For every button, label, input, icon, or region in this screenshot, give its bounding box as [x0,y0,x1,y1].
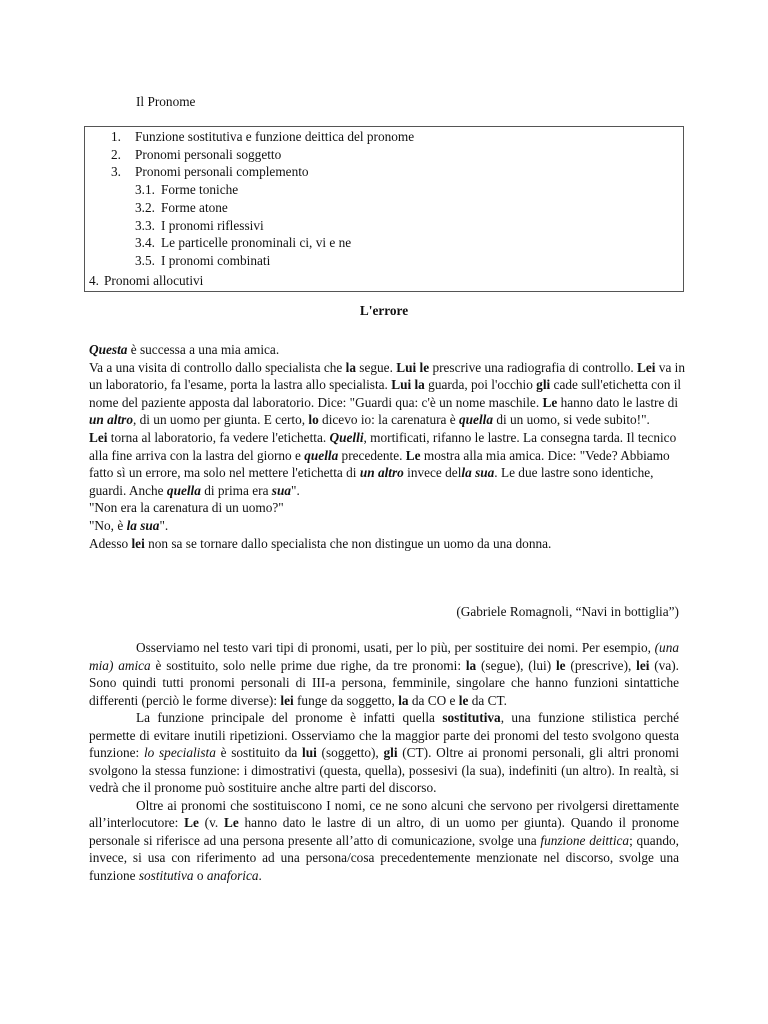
bold-pronoun: sostitutiva [442,710,501,725]
bold-pronoun: la [465,657,477,673]
italic-phrase: funzione deittica [540,832,630,848]
toc-item-number: 1. [111,129,121,144]
bold-pronoun: Lei [637,359,656,375]
toc-item-label: Pronomi allocutivi [104,273,204,288]
toc-item [135,217,264,235]
bold-italic-pronoun: un altro [89,412,133,428]
bold-pronoun: Le [405,447,421,463]
italic-phrase: anaforica [206,867,259,883]
text-run: , una funzione stilistica perché permette di evitare inutili ripetizioni. Osserviamo che la maggior parte dei pronomi del testo svolgono questa funzione: [89,710,679,760]
toc-item-label: Le particelle pronominali ci, vi e ne [161,235,352,250]
bold-pronoun: le [458,692,469,708]
toc-item-label: Pronomi personali soggetto [135,147,282,162]
text-run: (va). Sono quindi tutti pronomi personali di III-a persona, femminile, singolare che hanno funzioni sintattiche differenti (perciò le forme diverse): [89,657,679,708]
toc-item-number: 3. [111,164,121,179]
text-run: . [258,867,262,883]
text-run: , mortificati, rifanno le lastre. La consegna tarda. Il tecnico alla fine arriva con la lastra del giorno e [89,429,677,463]
italic-phrase: sostitutiva [138,867,194,883]
toc-item-label: Forme atone [161,200,228,215]
text-run: di prima era [200,482,272,498]
bold-pronoun: lui [302,745,317,760]
toc-item [89,272,203,290]
analysis-paragraph [89,639,679,709]
text-run: Oltre ai pronomi che sostituiscono I nomi, ce ne sono alcuni che servono per rivolgersi direttamente all’interlocutore: [89,797,679,830]
text-run: da CT. [468,692,507,708]
analysis-paragraph [89,797,679,885]
bold-pronoun: Le [223,815,239,830]
citation: (Gabriele Romagnoli, “Navi in bottiglia”) [456,604,679,619]
bold-pronoun: la [345,359,356,375]
text-run: da CO e [408,692,459,708]
text-run: funge da soggetto, [293,692,399,708]
toc-item-label: I pronomi riflessivi [161,218,264,233]
text-run: . Le due lastre sono identiche, guardi. Anche [89,465,654,498]
text-run: dicevo io: la carenatura è [318,412,460,428]
bold-pronoun: le [555,657,566,673]
toc-item-label: Pronomi personali complemento [135,164,309,179]
toc-item [111,163,309,181]
story-paragraph [89,429,689,499]
table-of-contents [84,126,684,292]
bold-italic-pronoun: sua [271,482,292,498]
text-run: mostra alla mia amica. Dice: "Vede? Abbiamo fatto sì un errore, ma solo nel mettere l'etichetta di [89,447,670,481]
toc-item-number: 3.1. [135,182,155,197]
text-run: è successa a una mia amica. [127,342,280,357]
text-run: (v. [198,815,224,830]
bold-pronoun: Lui le [396,359,430,375]
document-title: Il Pronome [136,94,196,109]
toc-item-number: 3.5. [135,253,155,268]
story-paragraph [89,535,689,553]
story-text [89,341,689,552]
bold-italic-pronoun: quella [459,412,493,428]
toc-item-label: I pronomi combinati [161,253,271,268]
bold-pronoun: lei [131,535,145,551]
text-run: ". [291,482,300,498]
bold-pronoun: gli [536,377,551,393]
story-title: L'errore [359,303,409,318]
text-run: (soggetto), [316,745,384,760]
bold-pronoun: gli [383,745,398,760]
toc-item [135,252,270,270]
bold-pronoun: lei [636,657,650,673]
text-run: torna al laboratorio, fa vedere l'etichetta. [107,429,330,445]
text-run: "No, è [89,517,127,533]
toc-item-label: Funzione sostitutiva e funzione deittica del pronome [135,129,415,144]
text-run: (CT). Oltre ai pronomi personali, gli altri pronomi svolgono la stessa funzione: i dimostrativi (questa, quella), possesivi (la sua), indefiniti (un altro). In realtà, si vedrà che il pronome può sostituire anche altre parti del discorso. [89,745,680,795]
text-run: precedente. [338,447,406,463]
text-run: cade sull'etichetta con il nome del paziente apposta dal laboratorio. Dice: "Guardi qua: c'è un nome maschile. [89,377,682,410]
text-run: è sostituito da [215,745,302,760]
text-run: non sa se tornare dallo specialista che non distingue un uomo da una donna. [144,535,552,551]
analysis-paragraph [89,709,679,797]
bold-italic-pronoun: Questa [89,342,128,357]
bold-italic-pronoun: quella [166,482,201,498]
text-run: ". [159,517,169,533]
analysis-text [89,639,679,884]
story-paragraph [89,499,689,517]
text-run: prescrive una radiografia di controllo. [429,359,637,375]
text-run: Va a una visita di controllo dallo specialista che [89,359,346,375]
italic-phrase: (una mia) amica [89,640,679,673]
text-run: , di un uomo per giunta. E certo, [132,412,309,428]
text-run: hanno dato le lastre di [557,394,679,410]
text-run: ; quando, invece, si usa con riferimento ad una persona/cosa precedentemente menzionate nel discorso, svolge una funzione [89,832,679,883]
toc-item [111,146,281,164]
toc-item-number: 3.2. [135,200,155,215]
bold-pronoun: Lui la [391,377,425,393]
bold-pronoun: lo [308,412,319,428]
text-run: guarda, poi l'occhio [424,377,537,393]
text-run: segue. [355,359,397,375]
text-run: hanno dato le lastre di un altro, di un uomo per giunta). Quando il pronome personale si riferisce ad una persona presente all’atto di comunicazione, svolge una [89,815,680,848]
story-paragraph [89,359,689,429]
bold-italic-pronoun: la sua [126,517,160,533]
toc-item [135,199,228,217]
toc-item-number: 4. [89,273,99,288]
toc-item-label: Forme toniche [161,182,239,197]
bold-italic-pronoun: Quelli [329,429,364,445]
bold-pronoun: la [398,692,409,708]
text-run: Osserviamo nel testo vari tipi di pronomi, usati, per lo più, per sostituire dei nomi. Per esempio, [136,640,655,655]
toc-item [135,234,351,252]
text-run: (segue), (lui) [476,657,556,673]
text-run: o [193,867,207,883]
bold-pronoun: Le [542,394,558,410]
toc-item-number: 3.4. [135,235,155,250]
text-run: "Non era la carenatura di un uomo?" [89,500,284,516]
bold-italic-pronoun: un altro [359,465,404,481]
bold-pronoun: Lei [89,429,108,445]
text-run: La funzione principale del pronome è infatti quella [136,710,443,725]
text-run: Adesso [89,535,132,551]
text-run: di un uomo, si vede subito!". [493,412,650,428]
bold-italic-pronoun: quella [304,447,339,463]
bold-pronoun: Le [184,815,199,830]
bold-pronoun: lei [280,692,294,708]
toc-item [135,181,238,199]
story-paragraph [89,517,689,535]
text-run: invece del [403,465,462,481]
toc-item-number: 3.3. [135,218,155,233]
italic-phrase: lo specialista [143,745,216,760]
text-run: è sostituito, solo nelle prime due righe, da tre pronomi: [150,657,466,673]
text-run: (prescrive), [565,657,637,673]
text-run: va in un laboratorio, fa l'esame, porta la lastra allo specialista. [89,359,686,393]
toc-item [111,128,414,146]
bold-italic-pronoun: la sua [461,465,495,481]
toc-item-number: 2. [111,147,121,162]
story-paragraph [89,341,689,359]
